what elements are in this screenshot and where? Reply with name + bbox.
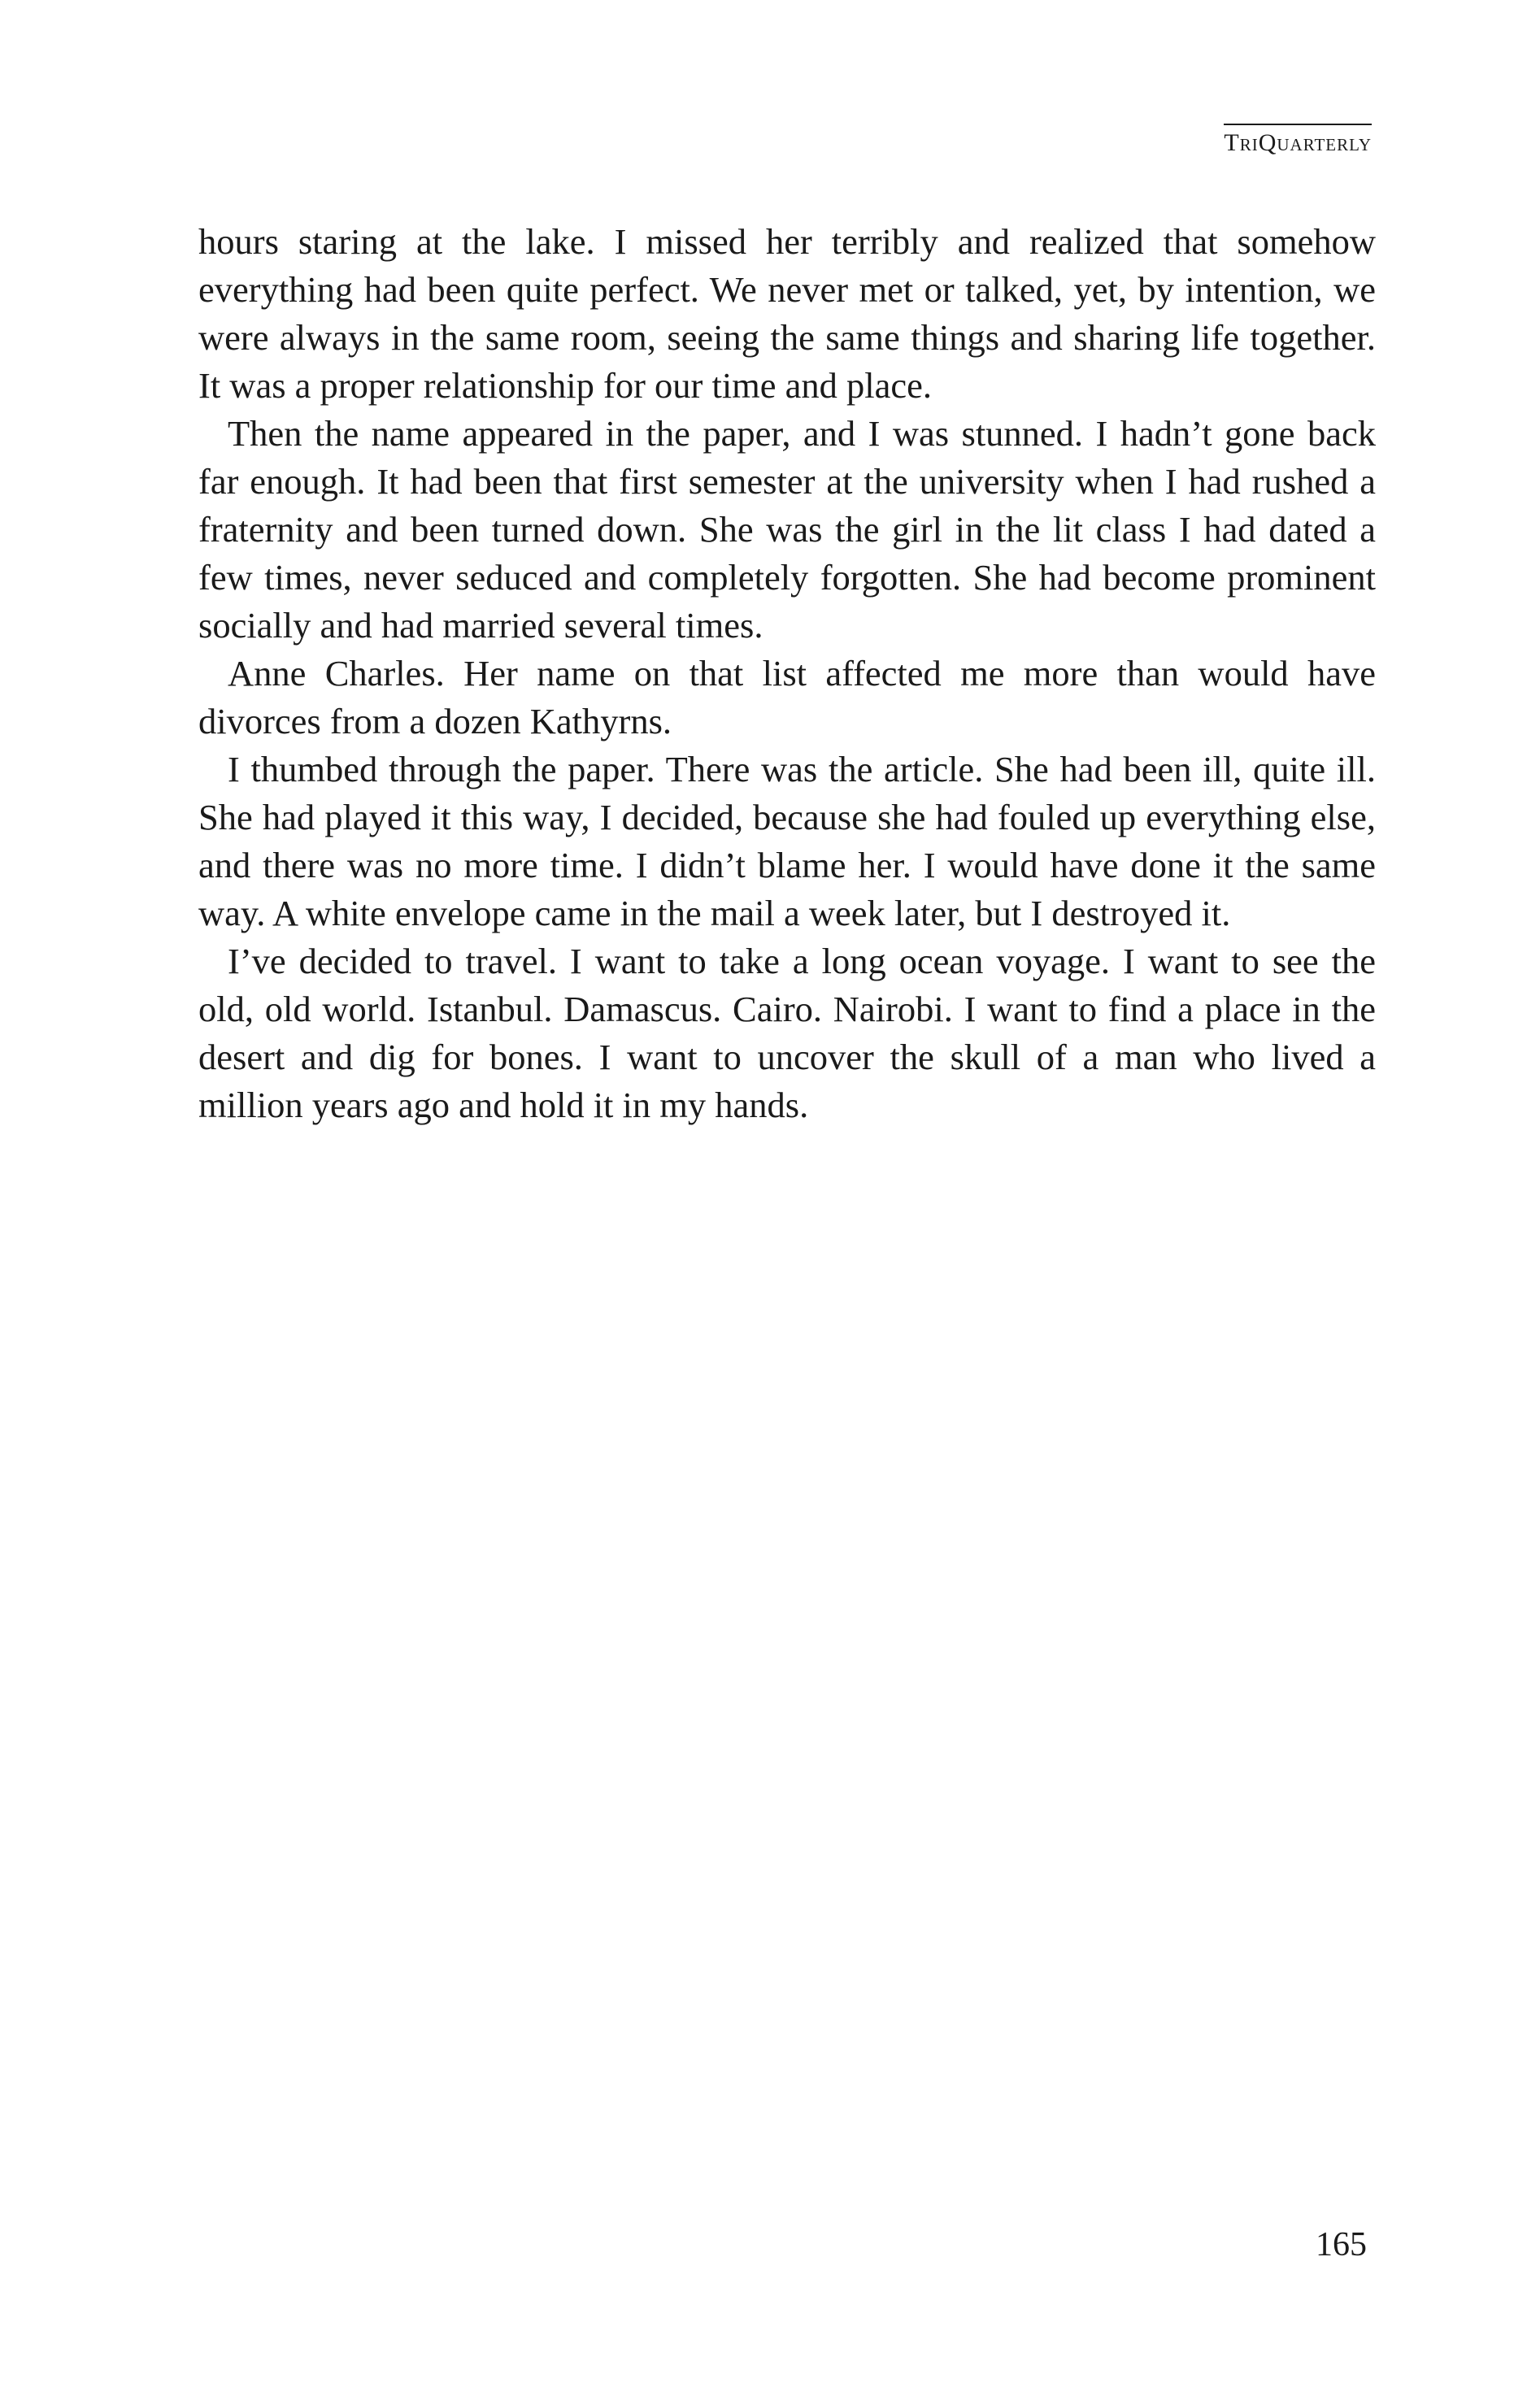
- body-text: [198, 218, 1376, 1129]
- paragraph: Anne Charles. Her name on that list affected me more than would have divorces from a dozen Kathyrns.: [198, 653, 1376, 741]
- paragraph: Then the name appeared in the paper, and I was stunned. I hadn’t gone back far enough. It had been that first semester at the university when I had rushed a fraternity and been turned down. She was the girl in the lit class I had dated a few times, never seduced and completely forgotten. She had become prominent socially and had married several times.: [198, 413, 1376, 646]
- paragraph: I’ve decided to travel. I want to take a long ocean voyage. I want to see the old, old world. Istanbul. Damascus. Cairo. Nairobi. I want to find a place in the desert and dig for bones. I want to uncover the skull of a man who lived a million years ago and hold it in my hands.: [198, 941, 1376, 1125]
- paragraph: hours staring at the lake. I missed her terribly and realized that somehow everything had been quite perfect. We never met or talked, yet, by intention, we were always in the same room, seeing the same things and sharing life together. It was a proper relationship for our time and place.: [198, 221, 1376, 406]
- paragraph: I thumbed through the paper. There was the article. She had been ill, quite ill. She had played it this way, I decided, because she had fouled up everything else, and there was no more time. I didn’t blame her. I would have done it the same way. A white envelope came in the mail a week later, but I destroyed it.: [198, 749, 1376, 933]
- page-number: 165: [1316, 2226, 1367, 2263]
- running-head: TriQuarterly: [1224, 124, 1372, 158]
